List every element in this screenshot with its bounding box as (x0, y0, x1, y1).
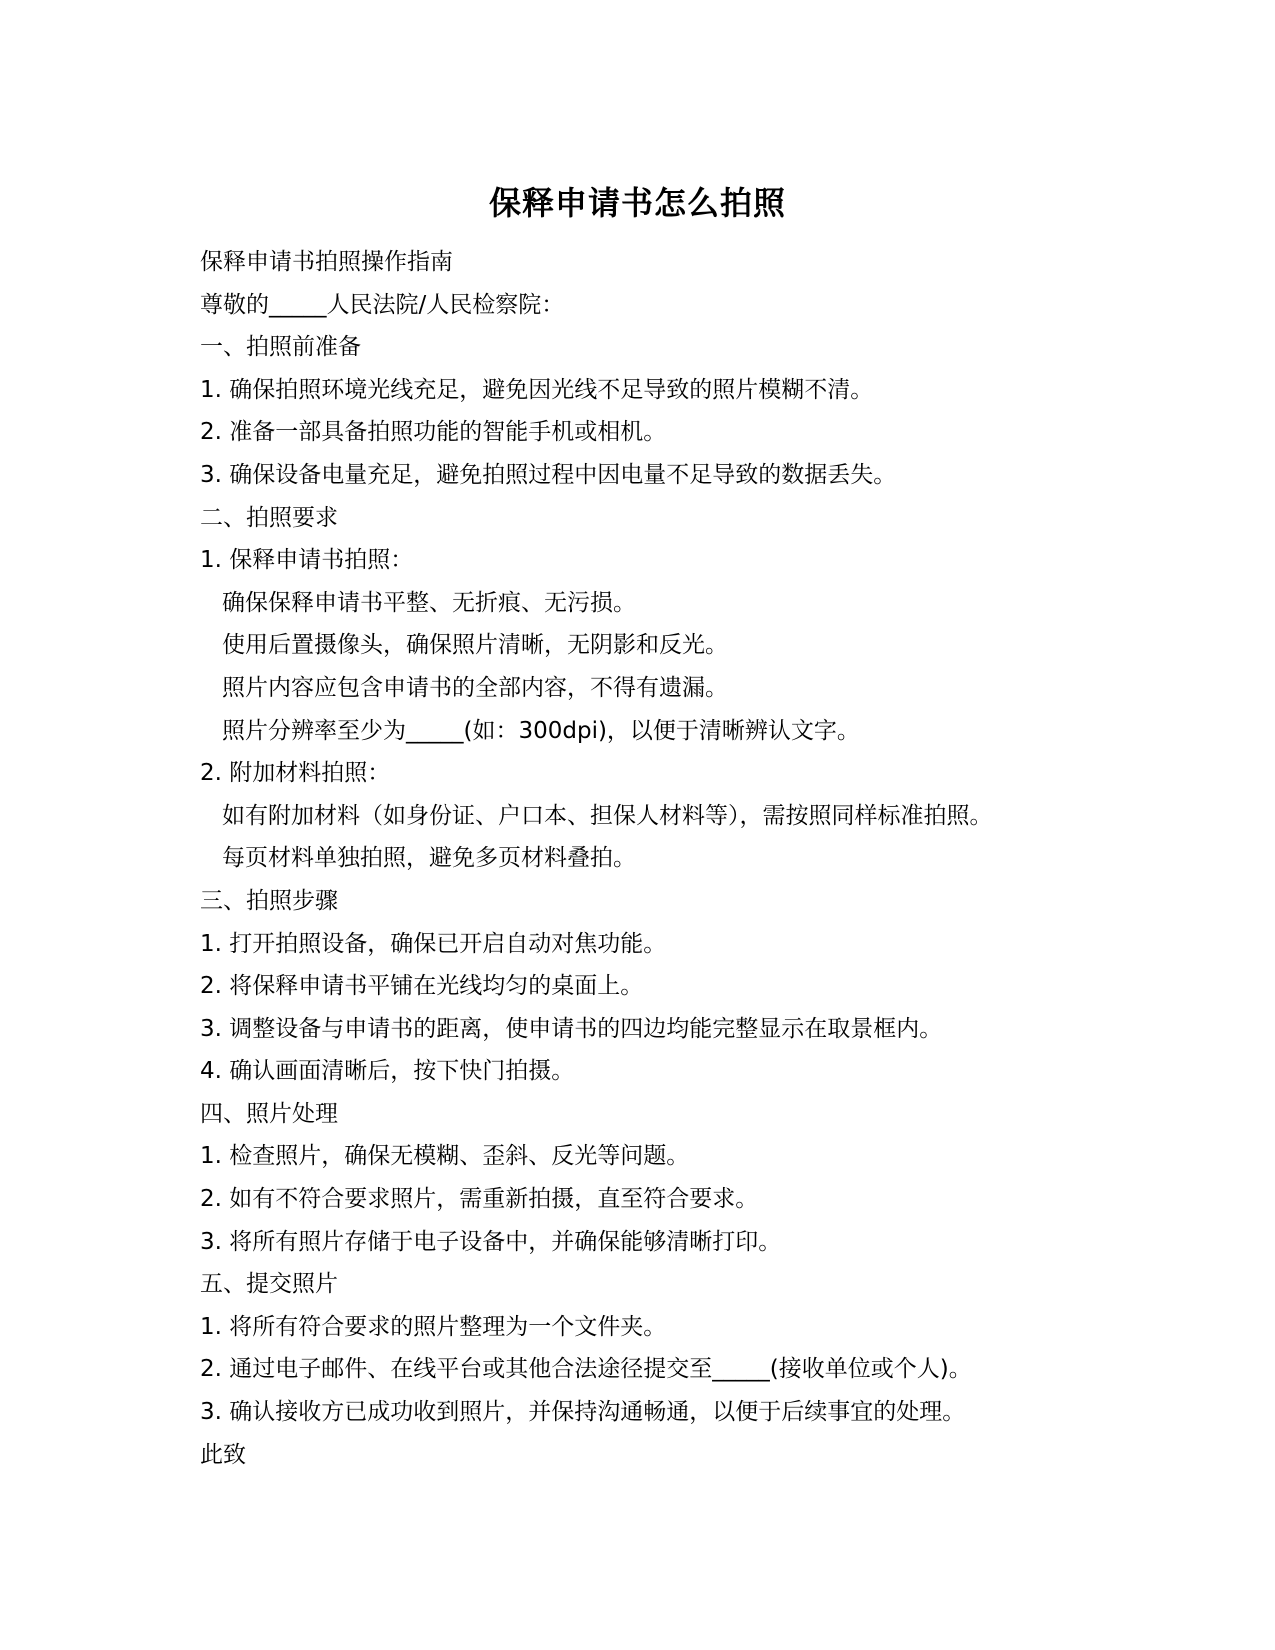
document-line: 五、提交照片 (200, 1271, 338, 1298)
document-line: 尊敬的_____人民法院/人民检察院： (200, 291, 565, 318)
document-line: 3. 将所有照片存储于电子设备中，并确保能够清晰打印。 (200, 1228, 782, 1255)
document-line: 此致 (200, 1441, 246, 1468)
document-line: 2. 附加材料拍照： (200, 760, 391, 787)
document-line: 四、照片处理 (200, 1100, 338, 1127)
document-line: 2. 将保释申请书平铺在光线均匀的桌面上。 (200, 973, 644, 1000)
document-line: 如有附加材料（如身份证、户口本、担保人材料等），需按照同样标准拍照。 (222, 802, 993, 829)
document-line: 3. 确保设备电量充足，避免拍照过程中因电量不足导致的数据丢失。 (200, 461, 897, 488)
document-line: 二、拍照要求 (200, 504, 338, 531)
document-line: 2. 如有不符合要求照片，需重新拍摄，直至符合要求。 (200, 1186, 759, 1213)
document-line: 1. 确保拍照环境光线充足，避免因光线不足导致的照片模糊不清。 (200, 376, 874, 403)
document-line: 1. 将所有符合要求的照片整理为一个文件夹。 (200, 1313, 667, 1340)
document-line: 3. 调整设备与申请书的距离，使申请书的四边均能完整显示在取景框内。 (200, 1015, 943, 1042)
document-line: 2. 准备一部具备拍照功能的智能手机或相机。 (200, 419, 667, 446)
document-line: 2. 通过电子邮件、在线平台或其他合法途径提交至_____(接收单位或个人)。 (200, 1356, 972, 1383)
document-line: 1. 打开拍照设备，确保已开启自动对焦功能。 (200, 930, 667, 957)
document-line: 使用后置摄像头，确保照片清晰，无阴影和反光。 (222, 632, 728, 659)
document-body (200, 241, 1100, 1476)
document-line: 照片内容应包含申请书的全部内容，不得有遗漏。 (222, 674, 728, 701)
document-title: 保释申请书怎么拍照 (488, 184, 786, 222)
document-line: 一、拍照前准备 (200, 334, 361, 361)
document-line: 4. 确认画面清晰后，按下快门拍摄。 (200, 1058, 575, 1085)
document-line: 三、拍照步骤 (200, 887, 338, 914)
document-line: 1. 保释申请书拍照： (200, 547, 414, 574)
document-line: 每页材料单独拍照，避免多页材料叠拍。 (222, 845, 636, 872)
document-line: 3. 确认接收方已成功收到照片，并保持沟通畅通，以便于后续事宜的处理。 (200, 1399, 966, 1426)
document-line: 保释申请书拍照操作指南 (200, 249, 453, 275)
document-line: 1. 检查照片，确保无模糊、歪斜、反光等问题。 (200, 1143, 690, 1170)
document-line: 确保保释申请书平整、无折痕、无污损。 (222, 589, 636, 616)
document-line: 照片分辨率至少为_____(如：300dpi)，以便于清晰辨认文字。 (222, 717, 860, 744)
